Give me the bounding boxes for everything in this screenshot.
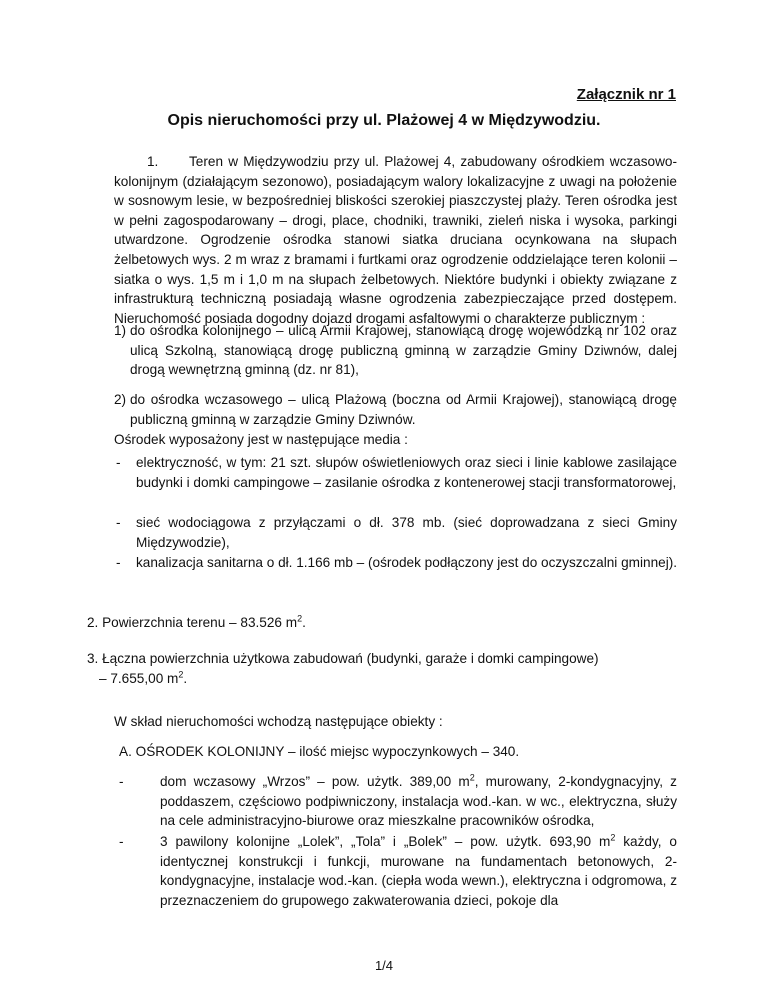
section-1-paragraph	[114, 152, 677, 328]
usable-area-line-1: 3. Łączna powierzchnia użytkowa zabudowań (budynki, garaże i domki campingowe)	[87, 651, 599, 666]
object-item-pavilions	[119, 832, 677, 910]
object-item-wrzos	[119, 772, 677, 831]
access-item-text: do ośrodka kolonijnego – ulicą Armii Krajowej, stanowiącą drogę wojewódzką nr 102 oraz ulicą Szkolną, stanowiącą drogę publiczną gminną w zarządzie Gminy Dziwnów, dalej drogą wewnętrzną gminną (dz. nr 81),	[130, 323, 677, 378]
media-item-electricity	[114, 453, 677, 492]
media-item-text: elektryczność, w tym: 21 szt. słupów oświetleniowych oraz sieci i linie kablowe zasilające budynki i domki campingowe – zasilanie ośrodka z kontenerowej stacji transformatorowej,	[136, 455, 677, 490]
list-dash: -	[119, 774, 124, 789]
object-item-pre: 3 pawilony kolonijne „Lolek”, „Tola” i „Bolek” – pow. użytk. 693,90 m	[160, 834, 611, 849]
usable-area-end: .	[183, 670, 188, 686]
list-dash: -	[116, 515, 121, 530]
object-item-text	[160, 772, 677, 831]
media-item-water	[114, 513, 677, 552]
section-3-usable-area	[87, 649, 687, 688]
object-item-exponent: 2	[610, 832, 616, 843]
area-end: .	[302, 615, 306, 630]
object-item-post: każdy, o identycznej konstrukcji i funkcji, murowane na fundamentach betonowych, 2-kondygnacyjne, instalacje wod.-kan. (ciepła woda wewn.), elektryczna i odgromowa, z przeznaczeniem do grupowego zakwaterowania dzieci, pokoje dla	[160, 834, 677, 908]
area-unit-exponent: 2	[297, 613, 303, 624]
usable-area-unit-exponent: 2	[178, 669, 184, 680]
objects-intro: W skład nieruchomości wchodzą następujące obiekty :	[114, 714, 443, 729]
object-item-text	[160, 832, 677, 910]
usable-area-line-2	[87, 669, 687, 689]
media-item-text: kanalizacja sanitarna o dł. 1.166 mb – (ośrodek podłączony jest do oczyszczalni gminnej).	[136, 555, 678, 570]
media-item-text: sieć wodociągowa z przyłączami o dł. 378 mb. (sieć doprowadzana z sieci Gminy Międzywodzie),	[136, 515, 677, 550]
list-dash: -	[116, 555, 121, 570]
list-dash: -	[116, 455, 121, 470]
section-1-text: Teren w Międzywodziu przy ul. Plażowej 4, zabudowany ośrodkiem wczasowo- kolonijnym (działającym sezonowo), posiadającym walory lokalizacyjne z uwagi na położenie w sosnowym lesie, w bezpośredniej bliskości szerokiej piaszczystej plaży. Teren ośrodka jest w pełni zagospodarowany – drogi, place, chodniki, trawniki, zieleń niska i wysoka, parkingi utwardzone. Ogrodzenie ośrodka stanowi siatka druciana ocynkowana na słupach żelbetowych wys. 2 m wraz z bramami i furtkami oraz ogrodzenie oddzielające teren kolonii – siatka o wys. 1,5 m i 1,0 m na słupach żelbetowych. Niektóre budynki i obiekty związane z infrastrukturą techniczną posiadają własne ogrodzenia zabezpieczające przed dostępem. Nieruchomość posiada dogodny dojazd drogami asfaltowymi o charakterze publicznym :	[114, 154, 677, 326]
access-item-number: 2)	[114, 392, 127, 407]
document-title: Opis nieruchomości przy ul. Plażowej 4 w Międzywodziu.	[167, 112, 601, 129]
area-text: 2. Powierzchnia terenu – 83.526 m	[87, 615, 298, 630]
section-1-number: 1.	[147, 154, 159, 169]
access-item-2	[114, 390, 677, 429]
object-item-pre: dom wczasowy „Wrzos” – pow. użytk. 389,00 m	[160, 774, 470, 789]
page-number: 1/4	[374, 958, 394, 973]
object-item-post: , murowany, 2-kondygnacyjny, z poddaszem, częściowo podpiwniczony, instalacja wod.-kan. w wc., elektryczna, służy na cele administracyjno-biurowe oraz mieszkalne pracowników ośrodka,	[160, 774, 677, 829]
access-item-text: do ośrodka wczasowego – ulicą Plażową (boczna od Armii Krajowej), stanowiącą drogę publiczną gminną w zarządzie Gminy Dziwnów.	[130, 392, 677, 427]
access-item-1	[114, 321, 677, 380]
access-item-number: 1)	[114, 323, 127, 338]
usable-area-value: – 7.655,00 m	[99, 670, 179, 686]
group-a-heading: A. OŚRODEK KOLONIJNY – ilość miejsc wypoczynkowych – 340.	[119, 744, 520, 759]
object-item-exponent: 2	[469, 772, 475, 783]
list-dash: -	[119, 834, 124, 849]
media-intro: Ośrodek wyposażony jest w następujące media :	[114, 432, 408, 447]
annex-label: Załącznik nr 1	[576, 86, 676, 103]
media-item-sewage	[114, 553, 677, 573]
section-2-area	[87, 613, 687, 633]
